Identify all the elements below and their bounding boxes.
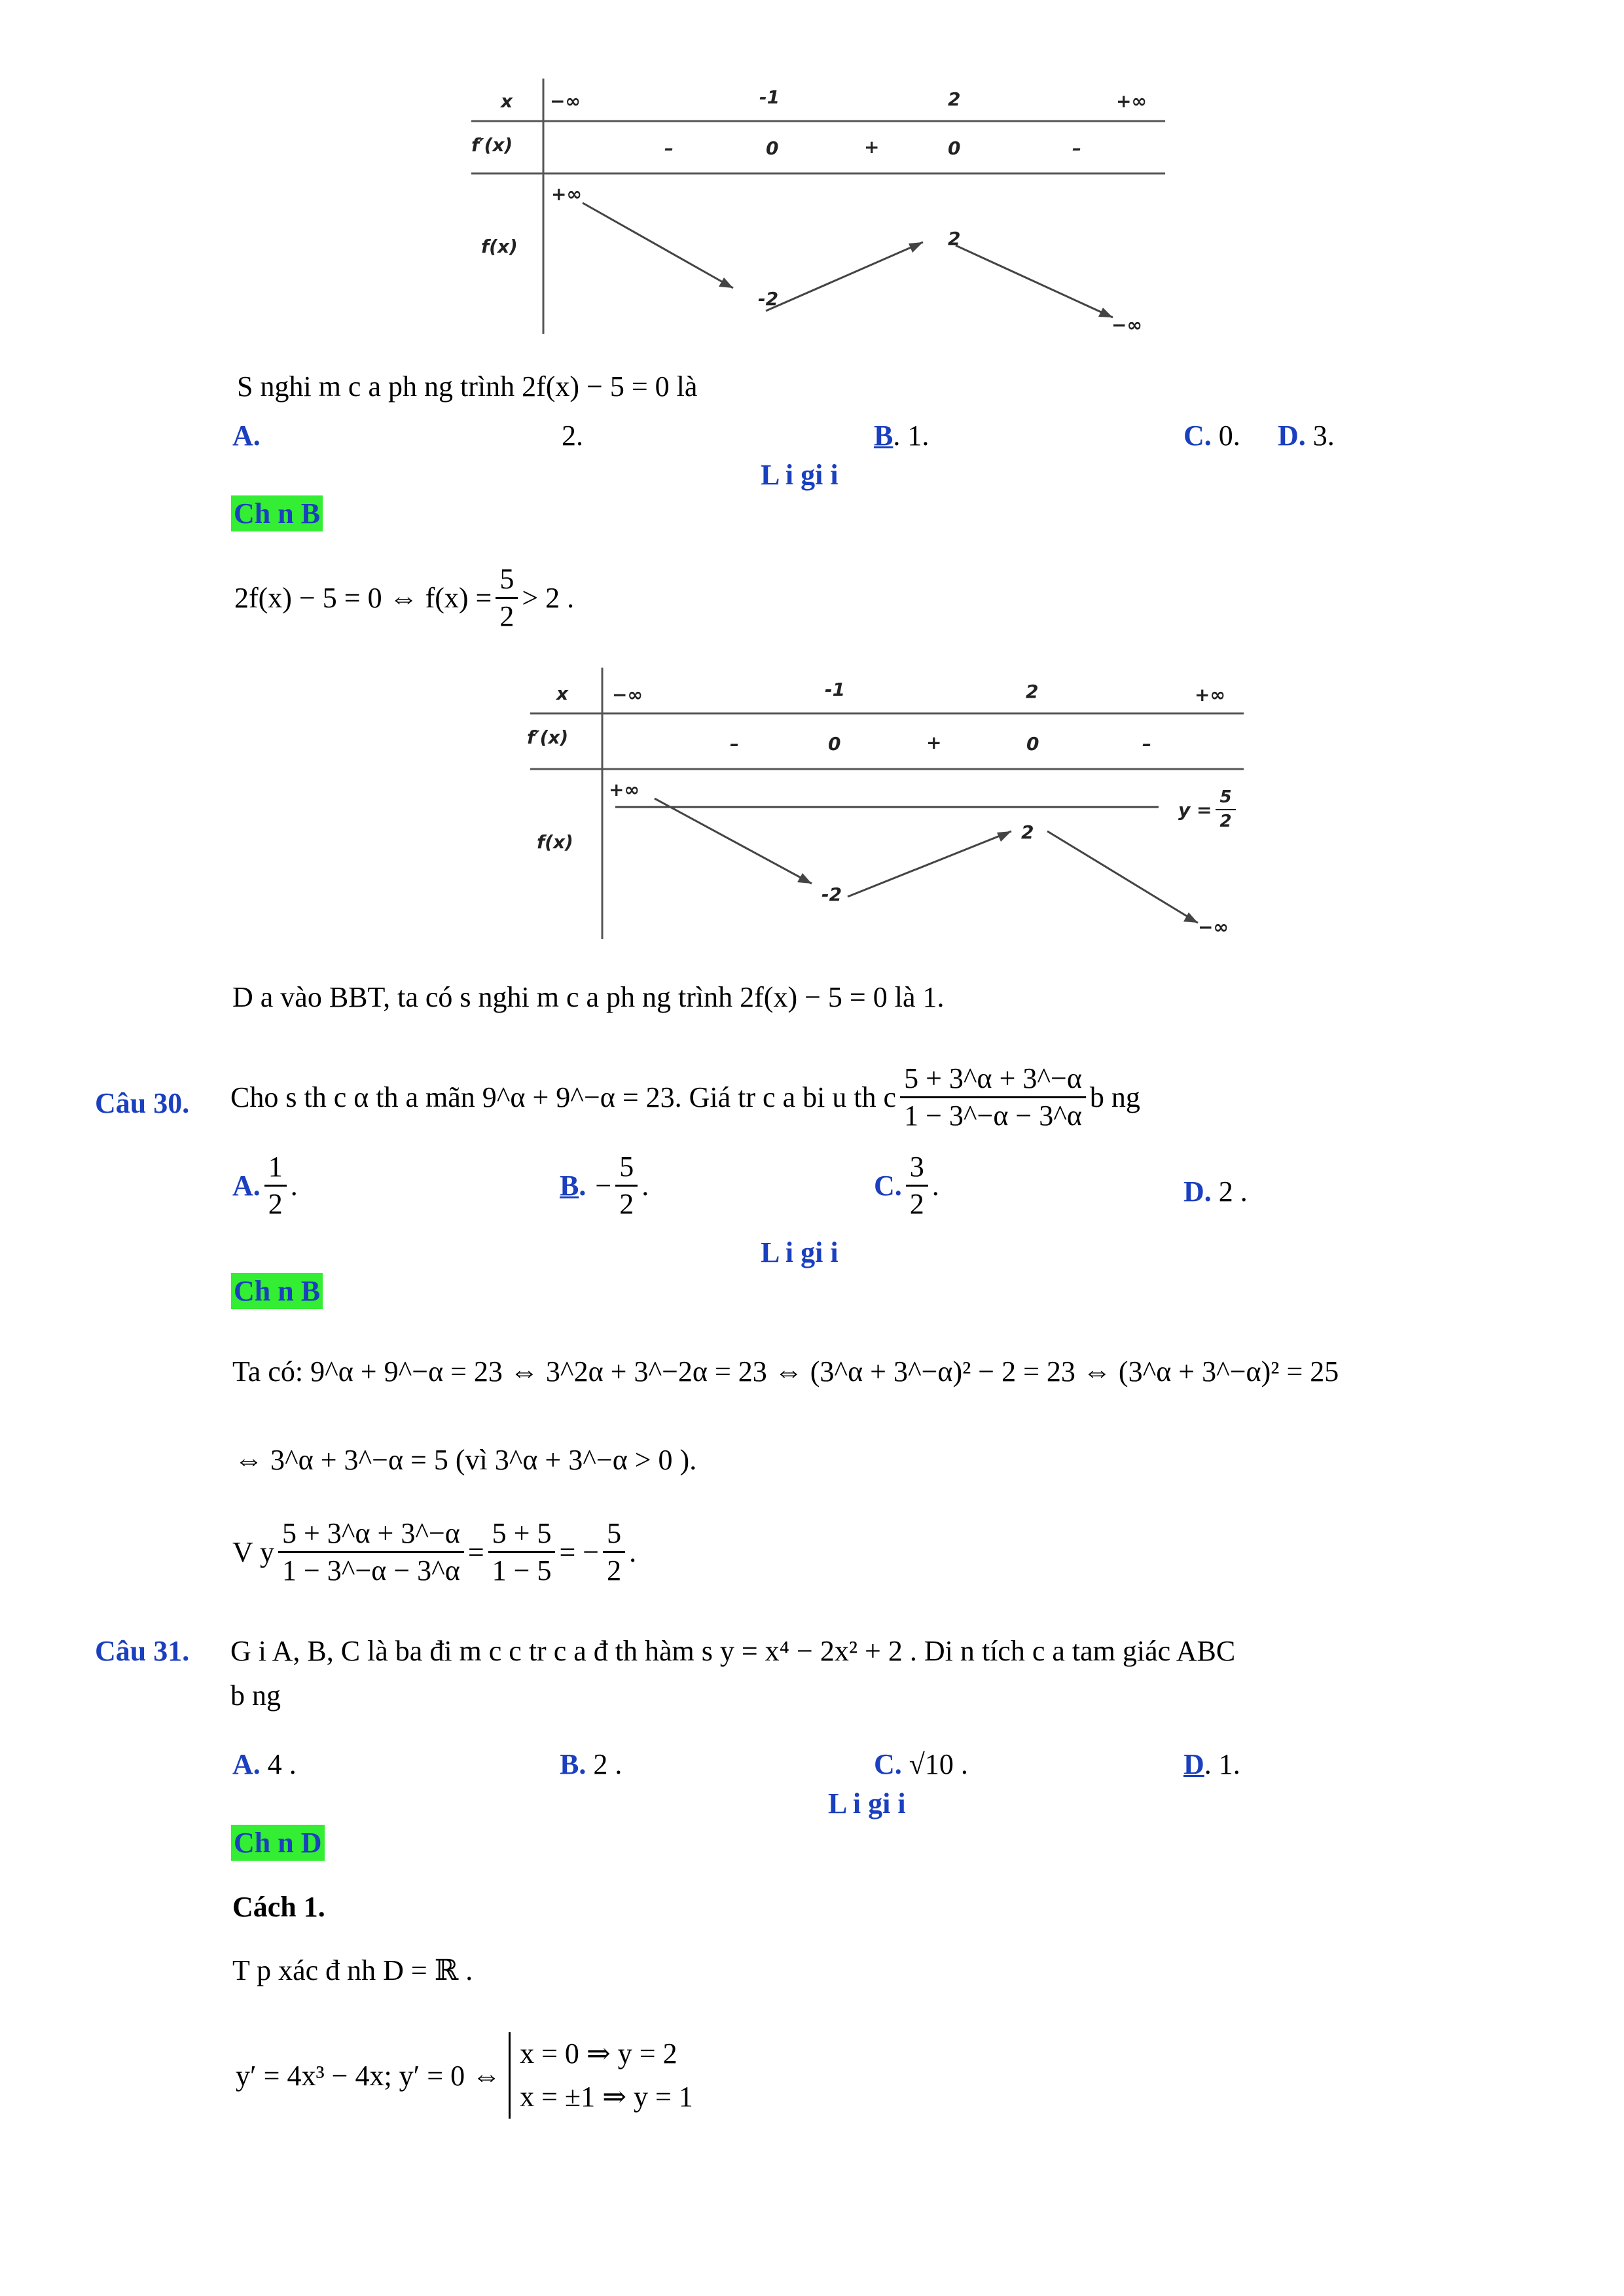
frac-num: 5 [615,1152,638,1187]
q29-option-d-text: 3. [1305,420,1335,452]
option-letter: B [560,1170,579,1202]
q29-option-a-letter: A. [232,420,261,452]
q31-option-d [1183,1748,1240,1781]
q29-question: S nghi m c a ph ng trình 2f(x) − 5 = 0 là [237,370,698,403]
table-2-x-val: -1 [825,679,846,700]
frac-num: 5 [603,1518,625,1553]
q31-derivative [236,2032,693,2119]
option-text: 2 . [1211,1175,1248,1208]
table-2-f-val: -2 [821,884,842,905]
table-2-fp-sign: 0 [1026,733,1039,755]
q30-option-b: B . − $\frac{5}{2}$ . [560,1151,649,1221]
q29-option-d [1278,419,1335,452]
option-letter: A. [232,1170,261,1202]
line-label-frac [1216,789,1235,831]
q31-method: Cách 1. [232,1891,325,1923]
frac-den: 2 [619,1188,634,1221]
variation-table-2 [517,664,1244,939]
table-2-f-val: −∞ [1198,916,1229,938]
q30-question-a: Cho s th c α th a mãn 9^α + 9^−α = 23. Giá tr c a bi u th c [230,1081,897,1114]
q31-option-a [232,1748,297,1781]
q30-question-frac [900,1064,1086,1131]
table-1-fp-sign: – [1072,137,1081,159]
option-frac [615,1152,638,1219]
q30-question [230,1064,1140,1131]
table-2-x-val: −∞ [612,684,643,706]
q29-solution-title: L i gi i [761,459,839,491]
q30-line1: Ta có: 9^α + 9^−α = 23 ⇔ 3^2α + 3^−2α = 23 ⇔ (3^α + 3^−α)² − 2 = 23 ⇔ (3^α + 3^−α)² = 25 [232,1355,1339,1388]
q31-option-b [560,1748,622,1781]
line3-prefix: V y [232,1536,274,1569]
q29-option-d-letter: D. [1278,420,1306,452]
table-1-f-val: +∞ [551,183,582,205]
table-1-x-label: x [501,90,513,112]
q30-option-a [232,1152,298,1219]
frac-num: 5 + 3^α + 3^−α [278,1518,464,1553]
line3-eq2: = − [559,1536,600,1569]
q30-question-b: b ng [1089,1081,1140,1114]
q30-option-d [1183,1175,1248,1208]
q29-option-a-text: 2. [562,420,583,452]
table-2-line-label [1178,789,1240,831]
frac-num: 5 [1216,789,1235,810]
q31-solution-title: L i gi i [828,1787,906,1820]
deriv-text: y′ = 4x³ − 4x; y′ = 0 ⇔ [236,2059,501,2092]
frac-den: 2 [909,1188,924,1221]
table-1-x-val: -1 [759,86,780,108]
variation-table-1 [458,72,1165,334]
table-1-f-label: f(x) [481,236,518,257]
case-1: x = 0 ⇒ y = 2 [520,2037,677,2070]
q29-option-c [1183,419,1240,452]
option-tail: . [931,1170,939,1202]
option-letter: A. [232,1748,261,1780]
option-text: 2 . [586,1748,623,1780]
table-1-x-val: +∞ [1116,90,1147,112]
q31-choice: Ch n D [231,1825,325,1861]
table-1-f-val: −∞ [1111,314,1142,336]
frac-den: 2 [607,1554,622,1587]
table-1-f-val: -2 [758,288,779,310]
q29-step1-frac [496,564,518,632]
table-2-fp-sign: – [730,733,739,755]
line3-end: . [629,1536,637,1569]
q29-option-c-letter: C. [1183,420,1212,452]
case-2: x = ±1 ⇒ y = 1 [520,2081,693,2113]
table-2-x-label: x [556,683,569,704]
line3-frac-1 [278,1518,464,1586]
table-2-f-val: 2 [1021,821,1034,843]
option-text: √10 . [901,1748,968,1780]
option-letter: D [1183,1748,1204,1780]
q30-number: Câu 30. [95,1087,190,1119]
frac-num: 5 + 5 [488,1518,556,1553]
frac-den: 1 − 5 [492,1554,552,1587]
frac-den: 1 − 3^−α − 3^α [281,1554,460,1587]
option-sign: − [595,1170,612,1202]
table-2-x-val: +∞ [1195,684,1225,706]
option-letter: C. [874,1748,902,1780]
q31-domain: T p xác đ nh D = ℝ . [232,1954,473,1986]
frac-num: 5 [496,564,518,599]
frac-den: 2 [268,1188,283,1221]
option-frac [906,1152,928,1219]
option-text: . 1. [1204,1748,1240,1780]
q31-option-c [874,1748,968,1781]
table-2-f-label: f(x) [537,831,573,853]
table-2-x-val: 2 [1026,681,1039,702]
q29-step1-lhs: 2f(x) − 5 = 0 ⇔ f(x) = [234,582,492,615]
q30-line3 [232,1518,636,1586]
frac-den: 2 [499,600,514,633]
option-letter: C. [874,1170,902,1202]
table-1-x-val: −∞ [550,90,581,112]
option-letter: D. [1183,1175,1212,1208]
q29-step1 [234,564,574,632]
line3-frac-2 [488,1518,556,1586]
table-2-fp-sign: + [926,732,942,753]
line-label-text: y = [1178,798,1212,821]
table-2-fp-label: f′(x) [527,726,569,748]
frac-den: 1 − 3^−α − 3^α [904,1100,1082,1132]
frac-num: 3 [906,1152,928,1187]
q29-option-b [874,419,929,452]
table-1-fp-sign: 0 [766,137,779,159]
frac-num: 5 + 3^α + 3^−α [900,1064,1086,1098]
table-1-fp-sign: 0 [948,137,961,159]
line3-frac-3 [603,1518,625,1586]
cases-bracket [509,2032,693,2119]
q29-step1-rhs: > 2 . [522,582,575,615]
option-tail: . [290,1170,298,1202]
q30-solution-title: L i gi i [761,1236,839,1268]
q29-option-b-text: . 1. [893,420,929,452]
q31-question-line2: b ng [230,1679,281,1712]
q31-number: Câu 31. [95,1635,190,1667]
table-2-fp-sign: – [1142,733,1151,755]
q30-choice: Ch n B [231,1273,323,1309]
table-1-fp-sign: – [664,137,674,159]
q29-option-c-text: 0. [1211,420,1240,452]
table-2-fp-sign: 0 [828,733,841,755]
option-text: 4 . [260,1748,297,1780]
q29-choice: Ch n B [231,495,323,531]
table-2-f-val: +∞ [609,779,640,800]
table-1-x-val: 2 [948,88,961,110]
q30-option-c [874,1152,939,1219]
option-frac [264,1152,287,1219]
option-tail: . [641,1170,649,1202]
q31-question-line1: G i A, B, C là ba đi m c c tr c a đ th hàm s y = x⁴ − 2x² + 2 . Di n tích c a tam giác ABC [230,1635,1236,1667]
q29-option-b-letter: B [874,420,893,452]
table-1-fp-sign: + [864,136,880,158]
table-1-f-val: 2 [948,228,961,249]
table-1-fp-label: f′(x) [471,134,513,156]
frac-den: 2 [1219,812,1232,832]
q29-conclusion: D a vào BBT, ta có s nghi m c a ph ng trình 2f(x) − 5 = 0 là 1. [232,981,945,1013]
table-2-grid [517,664,1244,939]
line3-eq: = [467,1536,484,1569]
q30-line2: ⇔ 3^α + 3^−α = 5 (vì 3^α + 3^−α > 0 ). [234,1444,697,1476]
option-letter: B. [560,1748,586,1780]
frac-num: 1 [264,1152,287,1187]
